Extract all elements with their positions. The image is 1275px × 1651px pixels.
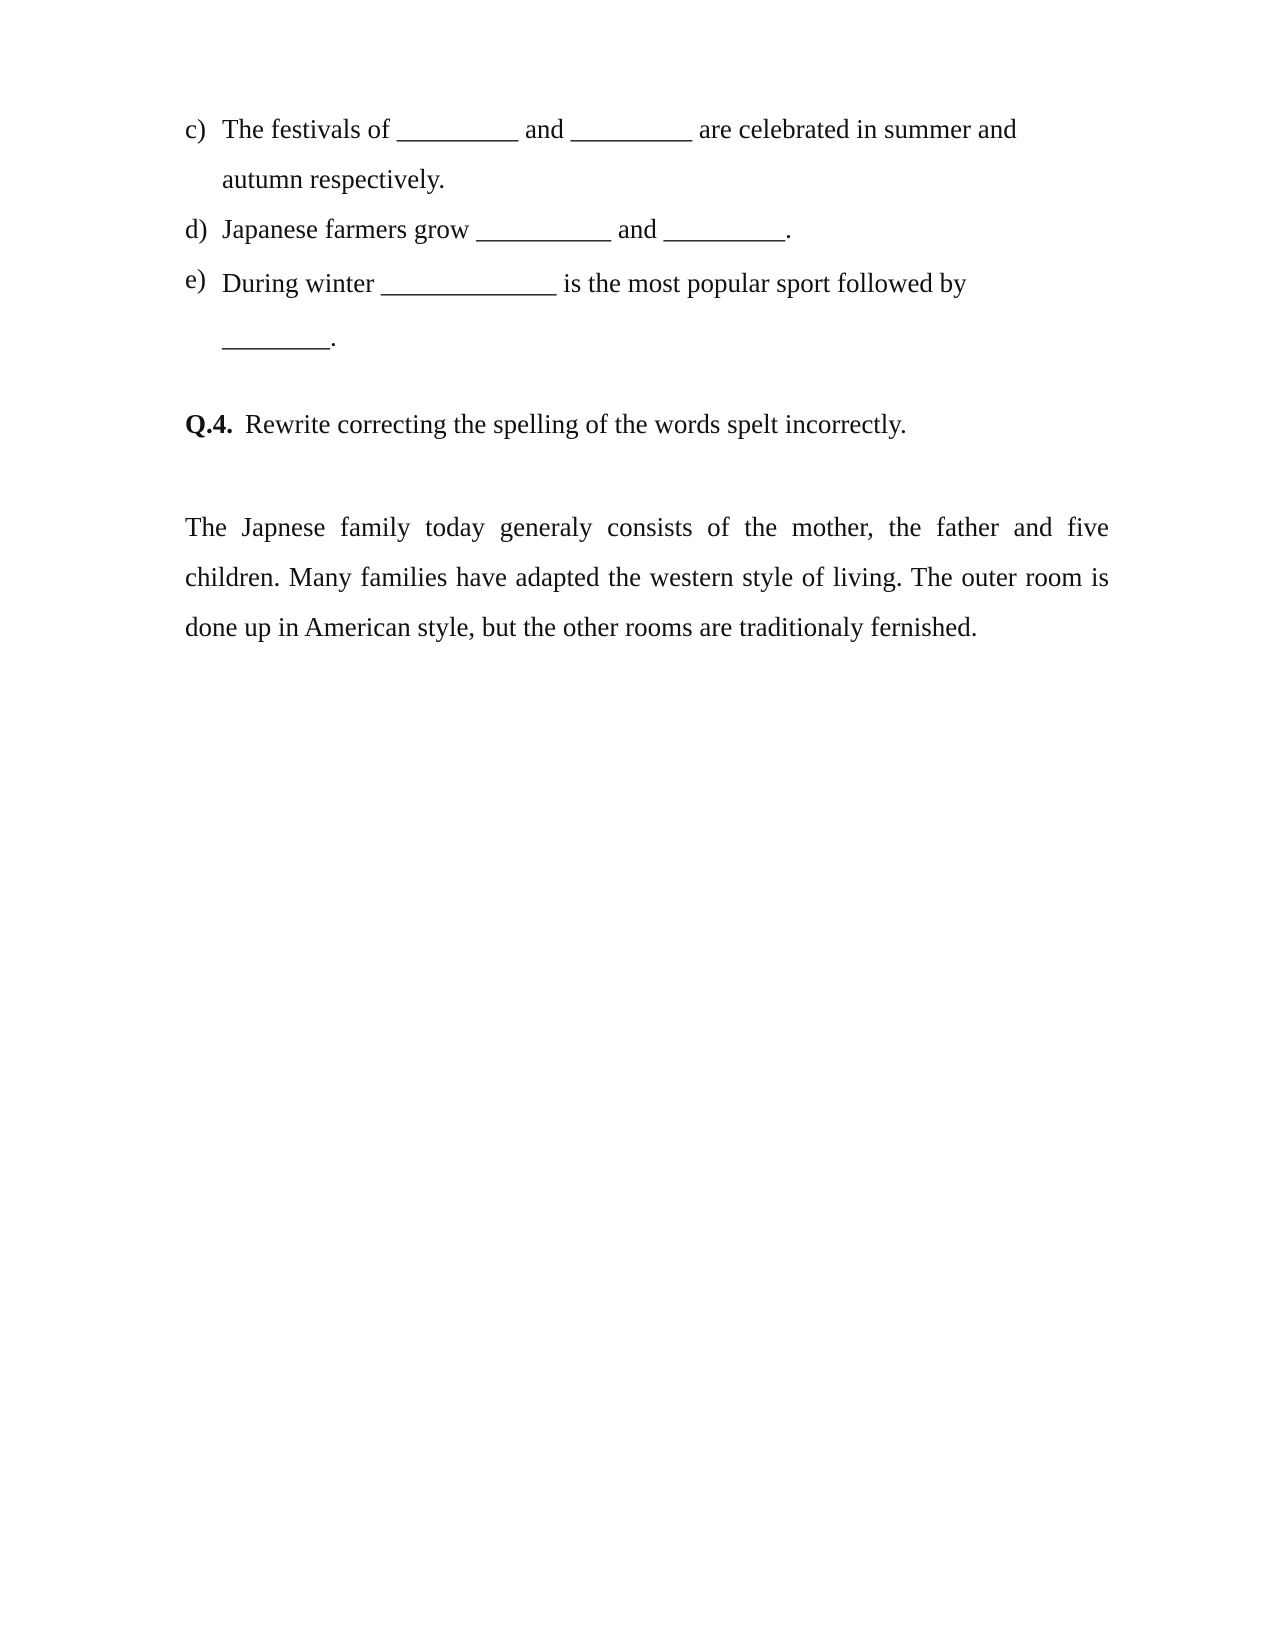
list-item-c: [185, 104, 1085, 204]
item-text: [222, 204, 1085, 254]
item-line-1: The festivals of _________ and _________ are celebrated in summer and: [222, 114, 1017, 144]
item-letter: d): [185, 214, 208, 244]
item-line-1: During winter _____________ is the most popular sport followed by: [222, 268, 967, 298]
fill-in-the-blanks-list: [185, 104, 1085, 362]
item-text: [222, 104, 1085, 204]
item-text: [222, 254, 1085, 362]
passage-paragraph: The Japnese family today generaly consists of the mother, the father and five children. Many families have adapted the western style of living. The outer room is done up in American style, but the other rooms are traditionaly fernished.: [185, 512, 1109, 642]
item-letter: e): [185, 264, 206, 294]
question-4-heading: [185, 404, 1085, 444]
item-line-2: ________.: [222, 322, 337, 352]
item-line-2: autumn respectively.: [222, 164, 446, 194]
item-line-1: Japanese farmers grow __________ and _________.: [222, 214, 792, 244]
list-item-e: [185, 254, 1085, 362]
question-number: Q.4.: [185, 409, 234, 439]
list-item-d: [185, 204, 1085, 254]
item-letter: c): [185, 114, 206, 144]
question-instruction: Rewrite correcting the spelling of the words spelt incorrectly.: [245, 409, 907, 439]
